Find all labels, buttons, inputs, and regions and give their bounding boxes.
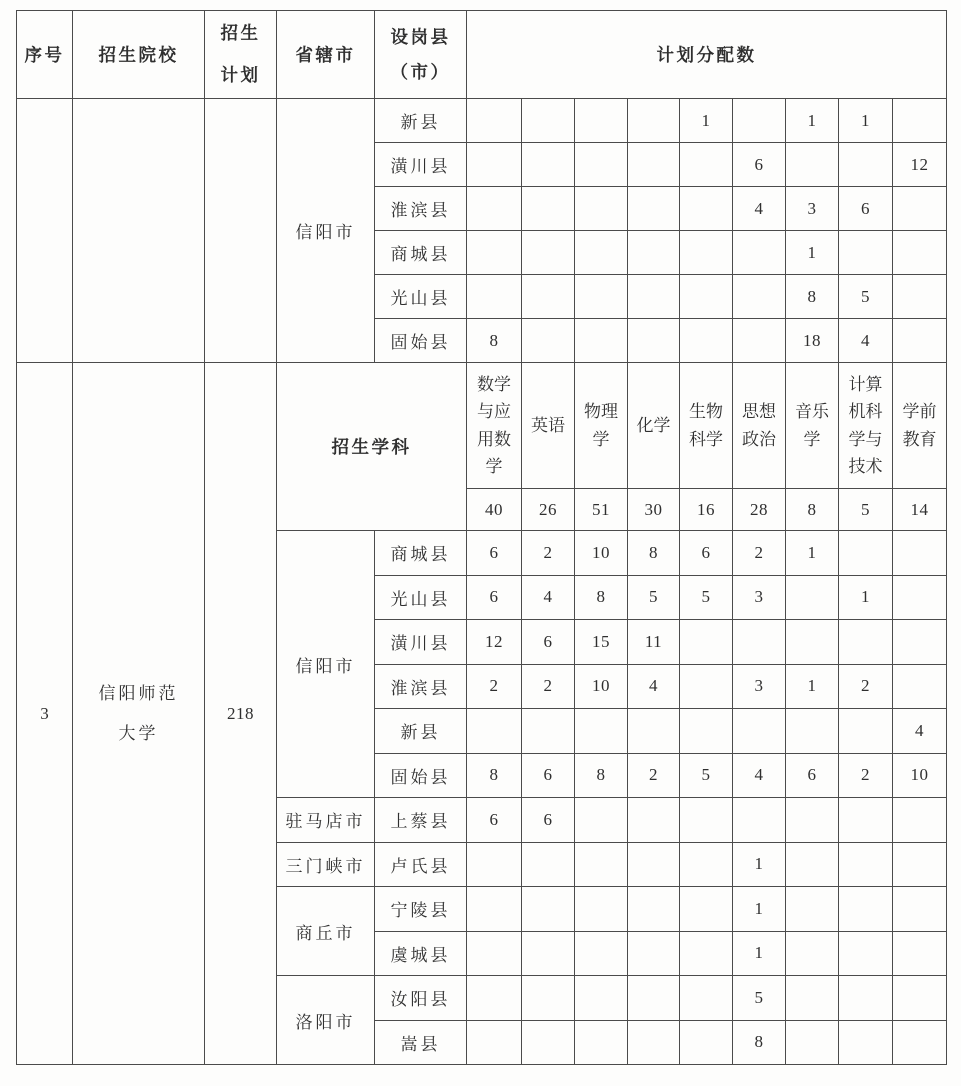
value-cell <box>522 319 575 363</box>
subject-cell <box>839 363 893 489</box>
value-cell: 14 <box>893 489 947 531</box>
value-cell: 16 <box>680 489 733 531</box>
value-cell <box>467 231 522 275</box>
subject-header-row <box>17 363 947 489</box>
value-cell <box>575 99 628 143</box>
value-cell: 5 <box>839 275 893 319</box>
value-cell: 3 <box>733 664 786 709</box>
subject-label: 物理学 <box>584 402 618 449</box>
header-school: 招生院校 <box>73 11 205 99</box>
entry-school-cell <box>73 363 205 1065</box>
subject-label: 生物科学 <box>689 402 723 449</box>
value-cell <box>893 231 947 275</box>
value-cell: 6 <box>522 753 575 798</box>
value-cell: 8 <box>786 275 839 319</box>
value-cell: 2 <box>628 753 680 798</box>
value-cell <box>575 275 628 319</box>
value-cell: 8 <box>467 753 522 798</box>
value-cell <box>575 709 628 754</box>
subject-label: 音乐学 <box>795 402 829 449</box>
plan-allocation-table <box>16 10 947 1065</box>
value-cell <box>733 319 786 363</box>
city-cell: 驻马店市 <box>277 798 375 843</box>
value-cell <box>680 887 733 932</box>
value-cell <box>786 709 839 754</box>
value-cell <box>680 143 733 187</box>
value-cell: 8 <box>733 1020 786 1065</box>
value-cell <box>628 1020 680 1065</box>
value-cell <box>733 620 786 665</box>
subject-cell <box>786 363 839 489</box>
value-cell <box>893 319 947 363</box>
county-cell: 光山县 <box>375 575 467 620</box>
subject-label: 思想政治 <box>742 402 776 449</box>
value-cell: 6 <box>680 531 733 576</box>
value-cell: 6 <box>839 187 893 231</box>
value-cell <box>575 319 628 363</box>
value-cell: 1 <box>839 99 893 143</box>
value-cell: 12 <box>893 143 947 187</box>
value-cell <box>628 887 680 932</box>
value-cell <box>575 887 628 932</box>
subject-cell <box>893 363 947 489</box>
subject-cell <box>467 363 522 489</box>
value-cell <box>786 887 839 932</box>
value-cell <box>893 99 947 143</box>
value-cell: 15 <box>575 620 628 665</box>
subject-cell <box>680 363 733 489</box>
value-cell <box>680 664 733 709</box>
continuation-seq-cell <box>17 99 73 363</box>
value-cell <box>839 976 893 1021</box>
value-cell: 3 <box>786 187 839 231</box>
subject-cell <box>628 363 680 489</box>
value-cell <box>680 931 733 976</box>
value-cell: 4 <box>733 187 786 231</box>
entry-school-line2: 大学 <box>118 723 159 743</box>
county-cell: 潢川县 <box>375 143 467 187</box>
subject-label: 计算机科学与技术 <box>848 375 883 476</box>
county-cell: 上蔡县 <box>375 798 467 843</box>
header-plan <box>205 11 277 99</box>
county-cell: 新县 <box>375 99 467 143</box>
value-cell <box>733 99 786 143</box>
value-cell: 1 <box>733 931 786 976</box>
value-cell: 4 <box>839 319 893 363</box>
value-cell <box>522 275 575 319</box>
value-cell: 2 <box>839 753 893 798</box>
county-cell: 汝阳县 <box>375 976 467 1021</box>
value-cell <box>522 842 575 887</box>
county-cell: 固始县 <box>375 753 467 798</box>
value-cell: 2 <box>522 531 575 576</box>
county-cell: 宁陵县 <box>375 887 467 932</box>
value-cell <box>522 187 575 231</box>
header-county-line1: 设岗县 <box>390 26 451 47</box>
value-cell <box>893 1020 947 1065</box>
city-cell: 信阳市 <box>277 99 375 363</box>
value-cell: 5 <box>628 575 680 620</box>
value-cell <box>467 976 522 1021</box>
value-cell <box>628 275 680 319</box>
value-cell: 1 <box>733 842 786 887</box>
value-cell <box>733 709 786 754</box>
value-cell: 40 <box>467 489 522 531</box>
value-cell <box>522 1020 575 1065</box>
value-cell: 6 <box>467 531 522 576</box>
value-cell <box>467 1020 522 1065</box>
county-cell: 潢川县 <box>375 620 467 665</box>
value-cell <box>522 99 575 143</box>
value-cell: 1 <box>680 99 733 143</box>
value-cell <box>522 976 575 1021</box>
subject-label: 数学与应用数学 <box>477 375 511 476</box>
value-cell <box>628 931 680 976</box>
subject-label: 化学 <box>636 415 671 435</box>
county-cell: 卢氏县 <box>375 842 467 887</box>
value-cell <box>839 887 893 932</box>
county-cell: 新县 <box>375 709 467 754</box>
value-cell: 4 <box>522 575 575 620</box>
subject-label: 学前教育 <box>902 402 937 449</box>
value-cell <box>893 575 947 620</box>
value-cell <box>839 531 893 576</box>
value-cell <box>467 99 522 143</box>
county-cell: 固始县 <box>375 319 467 363</box>
continuation-plan-cell <box>205 99 277 363</box>
header-county <box>375 11 467 99</box>
value-cell: 12 <box>467 620 522 665</box>
value-cell <box>786 976 839 1021</box>
value-cell <box>628 842 680 887</box>
value-cell <box>680 1020 733 1065</box>
header-city: 省辖市 <box>277 11 375 99</box>
value-cell <box>628 99 680 143</box>
value-cell <box>522 143 575 187</box>
continuation-school-cell <box>73 99 205 363</box>
value-cell <box>680 319 733 363</box>
value-cell: 2 <box>733 531 786 576</box>
county-cell: 嵩县 <box>375 1020 467 1065</box>
value-cell: 4 <box>628 664 680 709</box>
header-seq: 序号 <box>17 11 73 99</box>
value-cell <box>522 709 575 754</box>
value-cell: 8 <box>575 575 628 620</box>
subject-cell <box>575 363 628 489</box>
value-cell: 8 <box>786 489 839 531</box>
value-cell <box>893 842 947 887</box>
value-cell <box>467 275 522 319</box>
entry-plan-cell: 218 <box>205 363 277 1065</box>
subject-cell <box>522 363 575 489</box>
city-cell: 洛阳市 <box>277 976 375 1065</box>
value-cell <box>680 231 733 275</box>
value-cell: 28 <box>733 489 786 531</box>
city-cell: 三门峡市 <box>277 842 375 887</box>
value-cell <box>839 931 893 976</box>
subject-cell <box>733 363 786 489</box>
value-cell <box>575 1020 628 1065</box>
value-cell: 4 <box>733 753 786 798</box>
value-cell <box>786 143 839 187</box>
value-cell <box>467 887 522 932</box>
value-cell: 10 <box>575 531 628 576</box>
value-cell <box>786 931 839 976</box>
value-cell <box>893 664 947 709</box>
value-cell: 5 <box>733 976 786 1021</box>
county-cell: 商城县 <box>375 531 467 576</box>
value-cell <box>575 231 628 275</box>
value-cell <box>575 976 628 1021</box>
value-cell <box>628 187 680 231</box>
value-cell <box>893 887 947 932</box>
value-cell <box>893 620 947 665</box>
city-cell: 商丘市 <box>277 887 375 976</box>
value-cell <box>733 798 786 843</box>
value-cell <box>575 143 628 187</box>
value-cell <box>467 931 522 976</box>
value-cell: 26 <box>522 489 575 531</box>
value-cell <box>680 709 733 754</box>
value-cell <box>680 275 733 319</box>
header-plan-line1: 招生 <box>220 23 261 44</box>
value-cell <box>839 709 893 754</box>
value-cell <box>575 842 628 887</box>
value-cell: 1 <box>839 575 893 620</box>
value-cell: 1 <box>786 664 839 709</box>
value-cell: 1 <box>786 531 839 576</box>
value-cell: 6 <box>467 575 522 620</box>
value-cell <box>786 842 839 887</box>
subject-label: 英语 <box>531 415 565 435</box>
value-cell: 5 <box>680 753 733 798</box>
value-cell <box>628 976 680 1021</box>
value-cell <box>575 798 628 843</box>
value-cell <box>575 931 628 976</box>
value-cell: 4 <box>893 709 947 754</box>
value-cell <box>893 976 947 1021</box>
value-cell <box>839 842 893 887</box>
county-cell: 光山县 <box>375 275 467 319</box>
value-cell <box>680 976 733 1021</box>
value-cell <box>893 187 947 231</box>
value-cell: 10 <box>893 753 947 798</box>
header-plan-line2: 计划 <box>220 64 261 85</box>
value-cell <box>680 842 733 887</box>
county-cell: 淮滨县 <box>375 187 467 231</box>
entry-seq-cell: 3 <box>17 363 73 1065</box>
value-cell: 8 <box>628 531 680 576</box>
county-cell: 虞城县 <box>375 931 467 976</box>
value-cell <box>786 575 839 620</box>
value-cell: 8 <box>575 753 628 798</box>
value-cell: 1 <box>786 231 839 275</box>
value-cell <box>839 620 893 665</box>
value-cell <box>786 620 839 665</box>
value-cell: 6 <box>522 620 575 665</box>
value-cell: 2 <box>467 664 522 709</box>
value-cell: 6 <box>786 753 839 798</box>
value-cell: 18 <box>786 319 839 363</box>
value-cell <box>733 231 786 275</box>
value-cell <box>680 620 733 665</box>
value-cell <box>786 798 839 843</box>
value-cell <box>680 798 733 843</box>
value-cell: 6 <box>467 798 522 843</box>
subject-header-cell: 招生学科 <box>277 363 467 531</box>
header-row <box>17 11 947 99</box>
header-county-line2: （市） <box>390 61 451 82</box>
value-cell <box>839 231 893 275</box>
value-cell: 30 <box>628 489 680 531</box>
value-cell <box>467 709 522 754</box>
value-cell <box>733 275 786 319</box>
value-cell <box>522 231 575 275</box>
table-row <box>17 99 947 143</box>
value-cell: 5 <box>680 575 733 620</box>
value-cell <box>628 143 680 187</box>
value-cell <box>575 187 628 231</box>
value-cell: 11 <box>628 620 680 665</box>
value-cell <box>893 275 947 319</box>
county-cell: 淮滨县 <box>375 664 467 709</box>
value-cell: 2 <box>839 664 893 709</box>
value-cell: 1 <box>733 887 786 932</box>
value-cell: 6 <box>733 143 786 187</box>
header-allocation: 计划分配数 <box>467 11 947 99</box>
value-cell <box>839 143 893 187</box>
value-cell <box>467 842 522 887</box>
value-cell <box>628 231 680 275</box>
value-cell <box>628 798 680 843</box>
value-cell: 8 <box>467 319 522 363</box>
value-cell <box>839 798 893 843</box>
entry-school-line1: 信阳师范 <box>98 683 179 703</box>
value-cell <box>786 1020 839 1065</box>
value-cell: 10 <box>575 664 628 709</box>
value-cell <box>522 931 575 976</box>
value-cell <box>628 709 680 754</box>
value-cell: 1 <box>786 99 839 143</box>
value-cell <box>522 887 575 932</box>
value-cell: 3 <box>733 575 786 620</box>
county-cell: 商城县 <box>375 231 467 275</box>
value-cell <box>467 187 522 231</box>
value-cell: 2 <box>522 664 575 709</box>
value-cell <box>893 531 947 576</box>
value-cell <box>839 1020 893 1065</box>
value-cell: 5 <box>839 489 893 531</box>
value-cell <box>893 798 947 843</box>
value-cell: 51 <box>575 489 628 531</box>
value-cell <box>893 931 947 976</box>
city-cell: 信阳市 <box>277 531 375 798</box>
value-cell: 6 <box>522 798 575 843</box>
value-cell <box>467 143 522 187</box>
value-cell <box>628 319 680 363</box>
value-cell <box>680 187 733 231</box>
